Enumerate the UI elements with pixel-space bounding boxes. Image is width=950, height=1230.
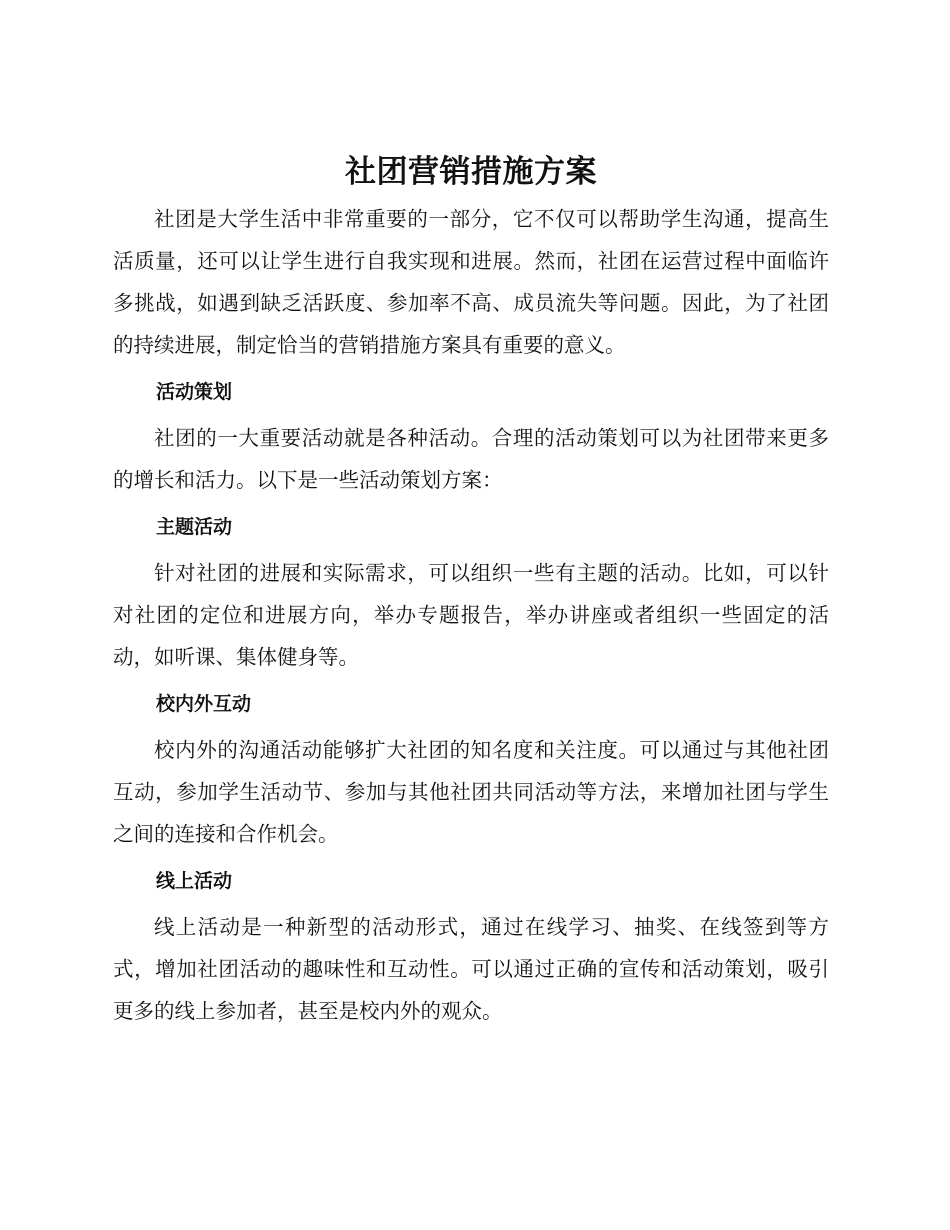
section-heading: 线上活动: [156, 870, 233, 892]
document-content: [113, 150, 829, 1032]
document-title: 社团营销措施方案: [345, 154, 597, 190]
section-online-activities: [113, 864, 829, 1032]
section-heading: 校内外互动: [156, 693, 252, 715]
intro-paragraph: 社团是大学生活中非常重要的一部分，它不仅可以帮助学生沟通，提高生活质量，还可以让学生进行自我实现和进展。然而，社团在运营过程中面临许多挑战，如遇到缺乏活跃度、参加率不高、成员流失等问题。因此，为了社团的持续进展，制定恰当的营销措施方案具有重要的意义。: [113, 207, 829, 357]
section-heading: 主题活动: [156, 516, 233, 538]
section-paragraph: 校内外的沟通活动能够扩大社团的知名度和关注度。可以通过与其他社团互动，参加学生活动节、参加与其他社团共同活动等方法，来增加社团与学生之间的连接和合作机会。: [113, 738, 829, 846]
section-heading: 活动策划: [156, 381, 233, 403]
section-paragraph: 线上活动是一种新型的活动形式，通过在线学习、抽奖、在线签到等方式，增加社团活动的趣味性和互动性。可以通过正确的宣传和活动策划，吸引更多的线上参加者，甚至是校内外的观众。: [113, 915, 829, 1023]
section-paragraph: 针对社团的进展和实际需求，可以组织一些有主题的活动。比如，可以针对社团的定位和进展方向，举办专题报告，举办讲座或者组织一些固定的活动，如听课、集体健身等。: [113, 561, 829, 669]
section-theme-activities: [113, 510, 829, 678]
section-activity-planning: [113, 375, 829, 501]
section-campus-interaction: [113, 687, 829, 855]
section-paragraph: 社团的一大重要活动就是各种活动。合理的活动策划可以为社团带来更多的增长和活力。以下是一些活动策划方案：: [113, 426, 829, 492]
